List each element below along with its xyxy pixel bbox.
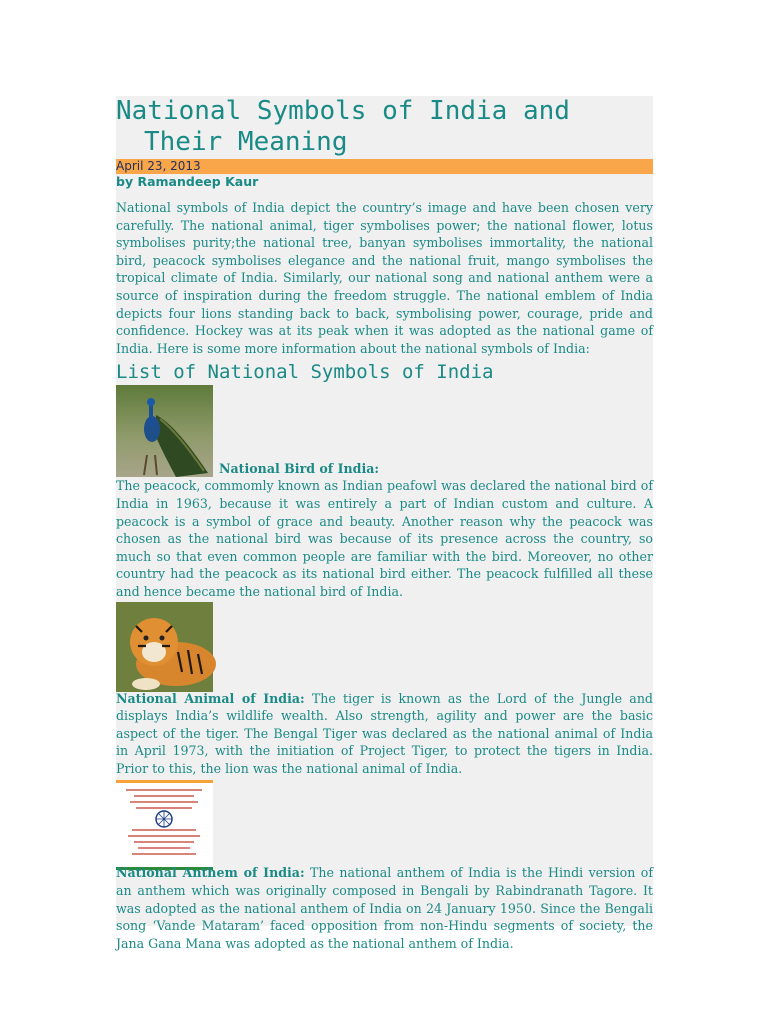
title-line-1: National Symbols of India and bbox=[116, 96, 570, 126]
section-anthem bbox=[116, 780, 653, 952]
post-date: April 23, 2013 bbox=[116, 159, 201, 173]
byline: by Ramandeep Kaur bbox=[116, 174, 259, 189]
page-title bbox=[116, 96, 653, 158]
animal-text: The tiger is known as the Lord of the Jungle and displays India’s wildlife wealth. Also strength, agility and power are the basic aspect of the tiger. The Bengal Tiger was declared as the national animal of India in April 1973, with the initiation of Project Tiger, to protect the tigers in India. Prior to this, the lion was the national animal of India. bbox=[116, 690, 653, 776]
bird-heading: National Bird of India: bbox=[219, 460, 380, 476]
anthem-text: The national anthem of India is the Hindi version of an anthem which was originally composed in Bengali by Rabindranath Tagore. It was adopted as the national anthem of India on 24 January 1950. Since the Bengali song ‘Vande Mataram’ faced opposition from non-Hindu segments of society, the Jana Gana Mana was adopted as the national anthem of India. bbox=[116, 865, 653, 951]
animal-paragraph bbox=[116, 690, 653, 778]
date-bar bbox=[116, 159, 653, 174]
animal-heading: National Animal of India: bbox=[116, 690, 305, 706]
tiger-photo bbox=[116, 602, 213, 692]
section-bird bbox=[116, 385, 653, 600]
title-line-2: Their Meaning bbox=[144, 127, 348, 157]
anthem-paragraph bbox=[116, 864, 653, 952]
article bbox=[116, 96, 653, 951]
list-heading: List of National Symbols of India bbox=[116, 361, 494, 384]
anthem-text-image bbox=[116, 780, 213, 870]
peacock-photo bbox=[116, 385, 213, 477]
bird-text: The peacock, commomly known as Indian peafowl was declared the national bird of India in 1963, because it was entirely a part of Indian custom and culture. A peacock is a symbol of grace and beauty. Another reason why the peacock was chosen as the national bird was because of its presence across the country, so much so that even common people are familiar with the bird. Moreover, no other country had the peacock as its national bird either. The peacock fulfilled all these and hence became the national bird of India. bbox=[116, 478, 653, 599]
intro-paragraph: National symbols of India depict the country’s image and have been chosen very carefully. The national animal, tiger symbolises power; the national flower, lotus symbolises purity;the national tree, banyan symbolises immortality, the national bird, peacock symbolises elegance and the national fruit, mango symbolises the tropical climate of India. Similarly, our national song and national anthem were a source of inspiration during the freedom struggle. The national emblem of India depicts four lions standing back to back, symbolising power, courage, pride and confidence. Hockey was at its peak when it was adopted as the national game of India. Here is some more information about the national symbols of India: bbox=[116, 200, 653, 356]
anthem-heading: National Anthem of India: bbox=[116, 865, 305, 881]
section-animal bbox=[116, 602, 653, 778]
bird-heading-row bbox=[116, 385, 653, 477]
